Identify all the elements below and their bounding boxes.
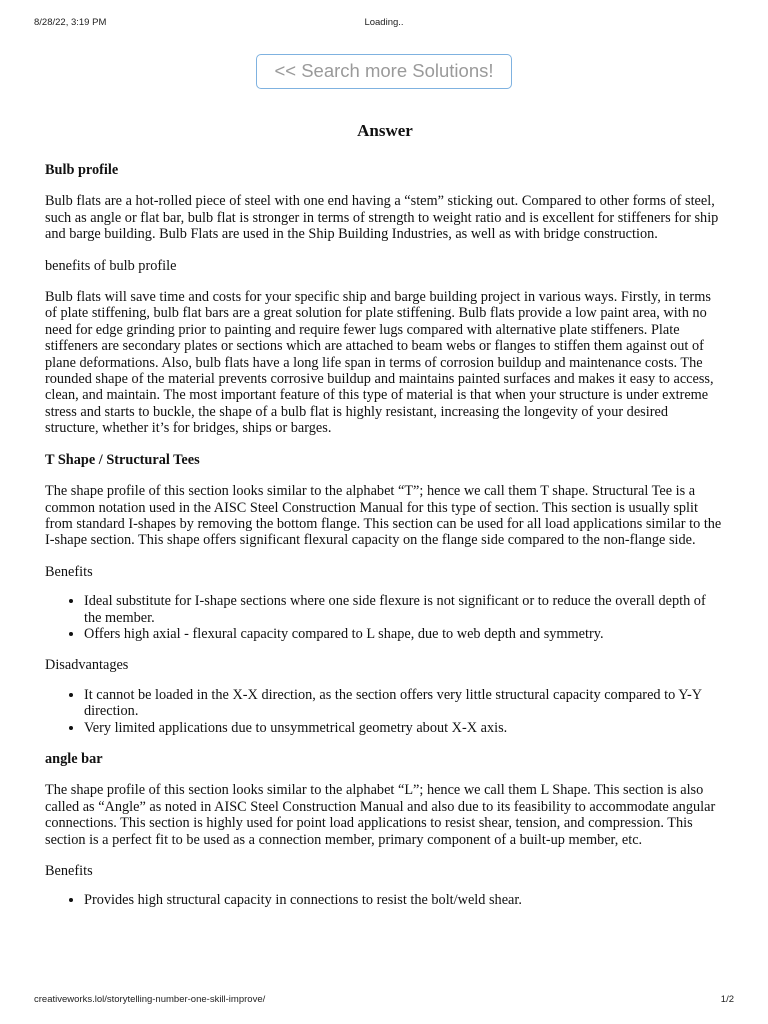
print-footer — [34, 994, 734, 1008]
section-heading-t-shape: T Shape / Structural Tees — [45, 451, 200, 468]
list-item: • Very limited applications due to unsymmetrical geometry about X-X axis. — [84, 720, 725, 736]
page-number: 1/2 — [720, 994, 734, 1005]
list-angle-benefits — [45, 892, 725, 908]
search-more-solutions-button[interactable]: << Search more Solutions! — [256, 54, 512, 89]
label-t-benefits: Benefits — [45, 563, 93, 580]
list-item: • It cannot be loaded in the X-X direction, as the section offers very little structural capacity compared to Y-Y direction. — [84, 687, 725, 720]
print-header — [34, 17, 734, 31]
list-t-benefits — [45, 593, 725, 642]
list-item: • Ideal substitute for I-shape sections where one side flexure is not significant or to reduce the overall depth of the member. — [84, 593, 725, 626]
list-item: • Provides high structural capacity in connections to resist the bolt/weld shear. — [84, 892, 725, 908]
section-heading-bulb-profile: Bulb profile — [45, 162, 119, 178]
print-url: creativeworks.lol/storytelling-number-one-skill-improve/ — [34, 994, 266, 1005]
answer-content — [45, 118, 725, 924]
list-item: • Offers high axial - flexural capacity compared to L shape, due to web depth and symmetry. — [84, 626, 725, 642]
paragraph-bulb-benefits: Bulb flats will save time and costs for your specific ship and barge building project in various ways. Firstly, in terms of plate stiffening, bulb flat bars are a great solution for plate stiffening. Bulb flats provide a low paint area, with no need for edge grinding prior to painting and require fewer lugs compared with alternative plate stiffeners. Plate stiffeners are secondary plates or sections which are attached to beam webs or flanges to stiffen them against out of plane deformations. Also, bulb flats have a long life span in terms of corrosion buildup and maintenance costs. The rounded shape of the material prevents corrosive buildup and maintains painted surfaces and makes it easy to access, clean, and maintain. The most important feature of this type of material is that when your structure is under extreme stress and starts to buckle, the shape of a bulb flat is highly resistant, increasing the longevity of your desired structure, whether it’s for bridges, ships or barges. — [45, 289, 714, 437]
label-t-disadvantages: Disadvantages — [45, 657, 129, 674]
print-title: Loading.. — [364, 17, 404, 28]
section-heading-angle-bar: angle bar — [45, 750, 103, 767]
paragraph-t-shape: The shape profile of this section looks similar to the alphabet “T”; hence we call them T shape. Structural Tee is a common notation used in the AISC Steel Construction Manual for this type of section. This section is usually split from standard I-shapes by removing the bottom flange. This section can be used for all load applications similar to the I-shape section. This shape offers significant flexural capacity on the flange side compared to the non-flange side. — [45, 483, 722, 549]
subheading-bulb-benefits: benefits of bulb profile — [45, 257, 177, 274]
page-title: Answer — [357, 121, 413, 140]
print-datetime: 8/28/22, 3:19 PM — [34, 17, 107, 28]
paragraph-bulb-intro: Bulb flats are a hot-rolled piece of steel with one end having a “stem” sticking out. Compared to other forms of steel, such as angle or flat bar, bulb flat is stronger in terms of strength to weight ratio and is excellent for stiffeners for ship and barge building. Bulb Flats are used in the Ship Building Industries, as well as with bridge construction. — [45, 193, 719, 243]
label-angle-benefits: Benefits — [45, 863, 93, 879]
list-t-disadvantages — [45, 687, 725, 736]
paragraph-angle-bar: The shape profile of this section looks similar to the alphabet “L”; hence we call them L Shape. This section is also called as “Angle” as noted in AISC Steel Construction Manual and also due to its feasibility to accommodate angular connections. This section is highly used for point load applications to resist shear, tension, and compression. This section is a perfect fit to be used as a connection member, primary component of a built-up member, etc. — [45, 782, 716, 848]
